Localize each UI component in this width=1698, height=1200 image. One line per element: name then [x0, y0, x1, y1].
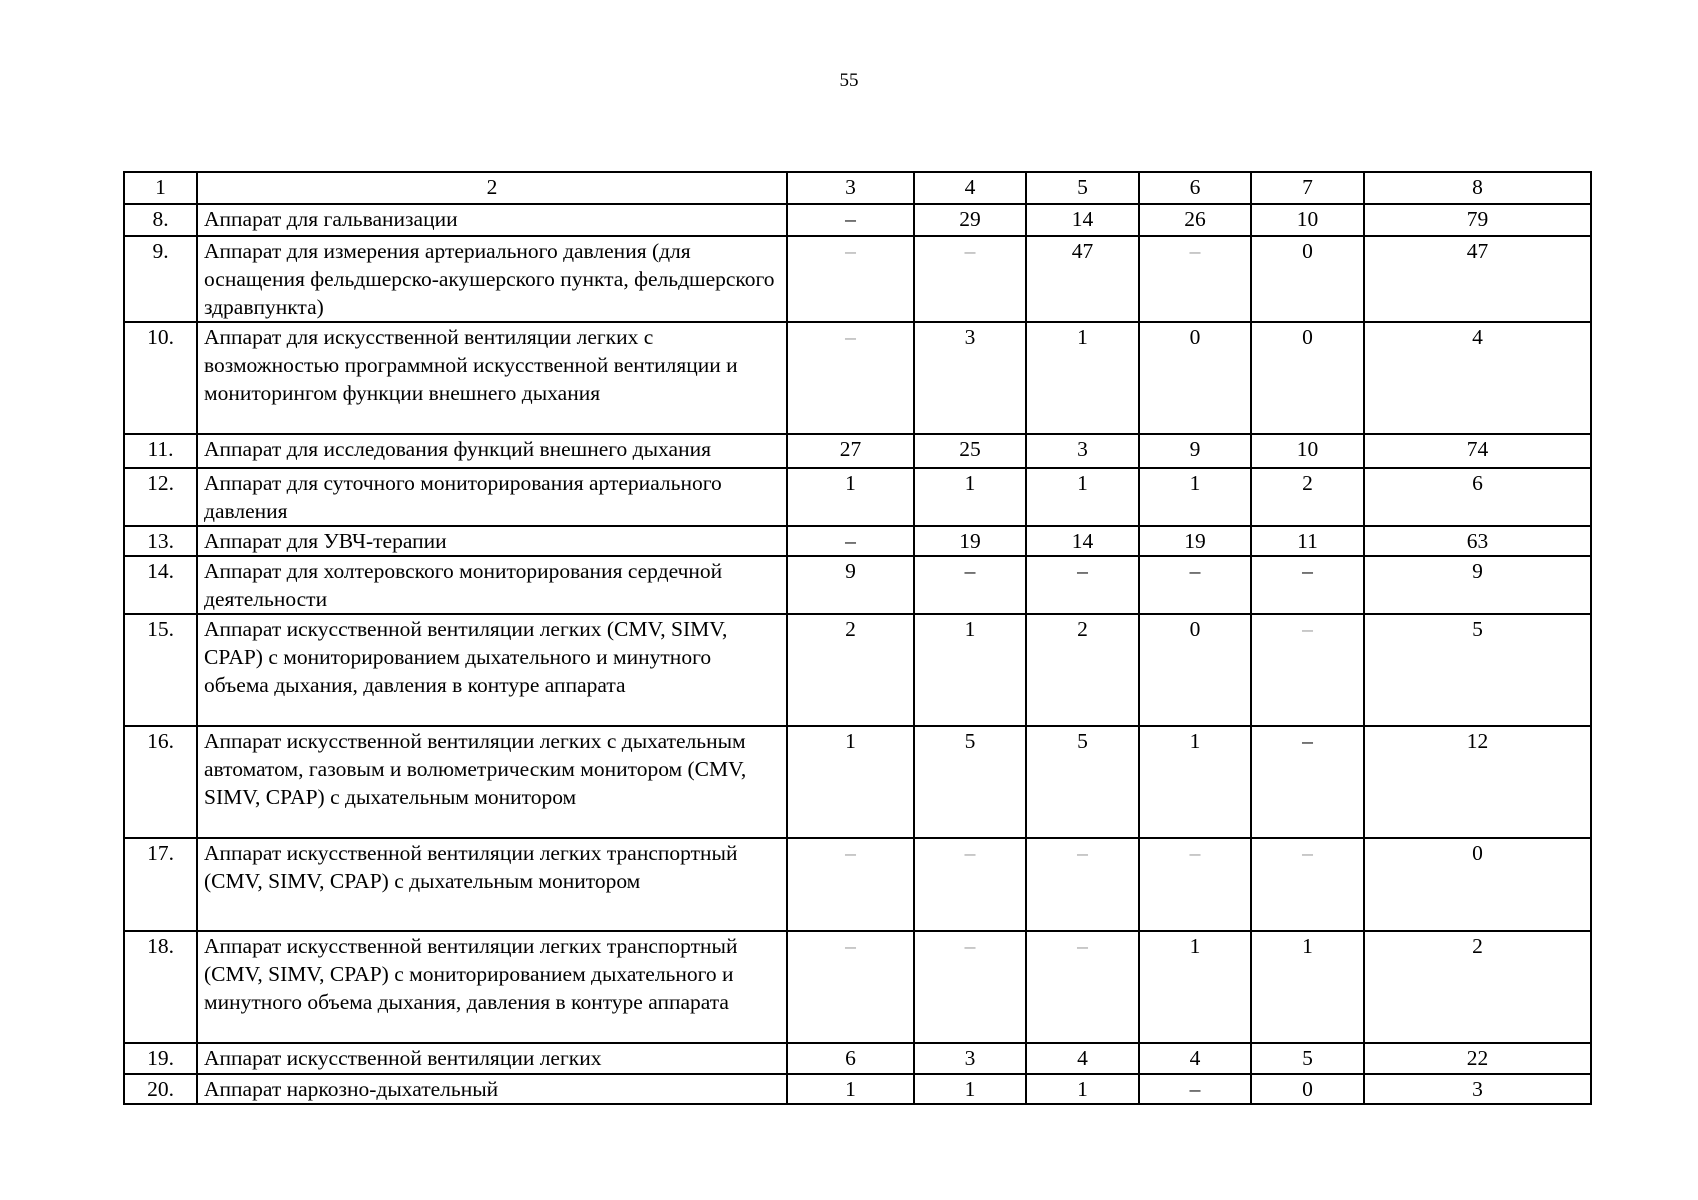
value-cell: –	[1251, 556, 1364, 614]
value-cell: 5	[914, 726, 1026, 838]
equipment-name: Аппарат искусственной вентиляции легких с дыхательным автоматом, газовым и волюметрическим монитором (CMV, SIMV, CPAP) с дыхательным монитором	[197, 726, 787, 838]
value-cell: 1	[1251, 931, 1364, 1043]
table-row	[124, 204, 1591, 236]
header-cell: 1	[124, 172, 197, 204]
value-cell: 0	[1251, 236, 1364, 322]
value-cell: 27	[787, 434, 914, 468]
value-cell: 29	[914, 204, 1026, 236]
value-cell: 1	[914, 1074, 1026, 1104]
table-row	[124, 614, 1591, 726]
row-number: 17.	[124, 838, 197, 931]
value-cell: –	[787, 236, 914, 322]
total-cell: 5	[1364, 614, 1591, 726]
table-row	[124, 1043, 1591, 1074]
value-cell: 1	[1026, 1074, 1139, 1104]
equipment-name: Аппарат для исследования функций внешнего дыхания	[197, 434, 787, 468]
value-cell: –	[787, 204, 914, 236]
equipment-table	[123, 171, 1592, 1105]
value-cell: 0	[1251, 322, 1364, 434]
equipment-name: Аппарат для искусственной вентиляции легких с возможностью программной искусственной вентиляции и мониторингом функции внешнего дыхания	[197, 322, 787, 434]
value-cell: 3	[1026, 434, 1139, 468]
value-cell: 14	[1026, 526, 1139, 556]
table-header-row	[124, 172, 1591, 204]
value-cell: 11	[1251, 526, 1364, 556]
table-row	[124, 236, 1591, 322]
row-number: 12.	[124, 468, 197, 526]
row-number: 11.	[124, 434, 197, 468]
row-number: 15.	[124, 614, 197, 726]
total-cell: 0	[1364, 838, 1591, 931]
value-cell: 1	[1026, 468, 1139, 526]
row-number: 9.	[124, 236, 197, 322]
value-cell: –	[914, 838, 1026, 931]
row-number: 18.	[124, 931, 197, 1043]
header-cell: 5	[1026, 172, 1139, 204]
total-cell: 63	[1364, 526, 1591, 556]
value-cell: 1	[1139, 468, 1251, 526]
value-cell: 6	[787, 1043, 914, 1074]
table-row	[124, 838, 1591, 931]
value-cell: 1	[787, 468, 914, 526]
table-row	[124, 468, 1591, 526]
value-cell: 5	[1251, 1043, 1364, 1074]
value-cell: –	[1139, 838, 1251, 931]
table-row	[124, 556, 1591, 614]
row-number: 8.	[124, 204, 197, 236]
total-cell: 2	[1364, 931, 1591, 1043]
equipment-name: Аппарат для суточного мониторирования артериального давления	[197, 468, 787, 526]
total-cell: 12	[1364, 726, 1591, 838]
header-cell: 4	[914, 172, 1026, 204]
value-cell: –	[787, 526, 914, 556]
value-cell: 19	[914, 526, 1026, 556]
value-cell: 4	[1139, 1043, 1251, 1074]
header-cell: 7	[1251, 172, 1364, 204]
value-cell: 10	[1251, 204, 1364, 236]
value-cell: 26	[1139, 204, 1251, 236]
equipment-name: Аппарат искусственной вентиляции легких транспортный (CMV, SIMV, CPAP) с дыхательным монитором	[197, 838, 787, 931]
value-cell: –	[787, 838, 914, 931]
value-cell: 1	[914, 468, 1026, 526]
value-cell: 1	[1026, 322, 1139, 434]
value-cell: –	[1251, 726, 1364, 838]
value-cell: 10	[1251, 434, 1364, 468]
value-cell: –	[914, 236, 1026, 322]
value-cell: 1	[787, 1074, 914, 1104]
header-cell: 3	[787, 172, 914, 204]
header-cell: 8	[1364, 172, 1591, 204]
equipment-name: Аппарат искусственной вентиляции легких транспортный (CMV, SIMV, CPAP) с мониторированием дыхательного и минутного объема дыхания, давления в контуре аппарата	[197, 931, 787, 1043]
header-cell: 6	[1139, 172, 1251, 204]
value-cell: 3	[914, 1043, 1026, 1074]
value-cell: –	[787, 931, 914, 1043]
value-cell: 14	[1026, 204, 1139, 236]
equipment-name: Аппарат для холтеровского мониторирования сердечной деятельности	[197, 556, 787, 614]
value-cell: 1	[1139, 931, 1251, 1043]
equipment-name: Аппарат для УВЧ-терапии	[197, 526, 787, 556]
total-cell: 3	[1364, 1074, 1591, 1104]
value-cell: 2	[1026, 614, 1139, 726]
equipment-name: Аппарат для гальванизации	[197, 204, 787, 236]
value-cell: 0	[1139, 614, 1251, 726]
value-cell: 0	[1139, 322, 1251, 434]
value-cell: 1	[787, 726, 914, 838]
value-cell: –	[1026, 556, 1139, 614]
row-number: 13.	[124, 526, 197, 556]
value-cell: –	[1026, 931, 1139, 1043]
value-cell: –	[1026, 838, 1139, 931]
header-cell: 2	[197, 172, 787, 204]
value-cell: 9	[1139, 434, 1251, 468]
value-cell: –	[1139, 556, 1251, 614]
row-number: 16.	[124, 726, 197, 838]
row-number: 20.	[124, 1074, 197, 1104]
value-cell: 47	[1026, 236, 1139, 322]
equipment-name: Аппарат искусственной вентиляции легких (CMV, SIMV, CPAP) с мониторированием дыхательного и минутного объема дыхания, давления в контуре аппарата	[197, 614, 787, 726]
value-cell: –	[1251, 838, 1364, 931]
value-cell: –	[914, 556, 1026, 614]
value-cell: 5	[1026, 726, 1139, 838]
value-cell: –	[914, 931, 1026, 1043]
value-cell: 3	[914, 322, 1026, 434]
table-row	[124, 1074, 1591, 1104]
total-cell: 4	[1364, 322, 1591, 434]
table-row	[124, 322, 1591, 434]
equipment-name: Аппарат наркозно-дыхательный	[197, 1074, 787, 1104]
equipment-name: Аппарат искусственной вентиляции легких	[197, 1043, 787, 1074]
value-cell: 2	[787, 614, 914, 726]
value-cell: –	[1251, 614, 1364, 726]
value-cell: 0	[1251, 1074, 1364, 1104]
value-cell: 4	[1026, 1043, 1139, 1074]
table-row	[124, 726, 1591, 838]
value-cell: –	[1139, 236, 1251, 322]
equipment-name: Аппарат для измерения артериального давления (для оснащения фельдшерско-акушерского пункта, фельдшерского здравпункта)	[197, 236, 787, 322]
value-cell: 9	[787, 556, 914, 614]
table-row	[124, 526, 1591, 556]
value-cell: 19	[1139, 526, 1251, 556]
table-row	[124, 931, 1591, 1043]
total-cell: 22	[1364, 1043, 1591, 1074]
total-cell: 47	[1364, 236, 1591, 322]
value-cell: 1	[914, 614, 1026, 726]
value-cell: 25	[914, 434, 1026, 468]
total-cell: 79	[1364, 204, 1591, 236]
value-cell: 2	[1251, 468, 1364, 526]
value-cell: –	[787, 322, 914, 434]
total-cell: 9	[1364, 556, 1591, 614]
row-number: 10.	[124, 322, 197, 434]
value-cell: –	[1139, 1074, 1251, 1104]
value-cell: 1	[1139, 726, 1251, 838]
row-number: 14.	[124, 556, 197, 614]
total-cell: 74	[1364, 434, 1591, 468]
row-number: 19.	[124, 1043, 197, 1074]
table-row	[124, 434, 1591, 468]
total-cell: 6	[1364, 468, 1591, 526]
page-number: 55	[839, 70, 859, 91]
